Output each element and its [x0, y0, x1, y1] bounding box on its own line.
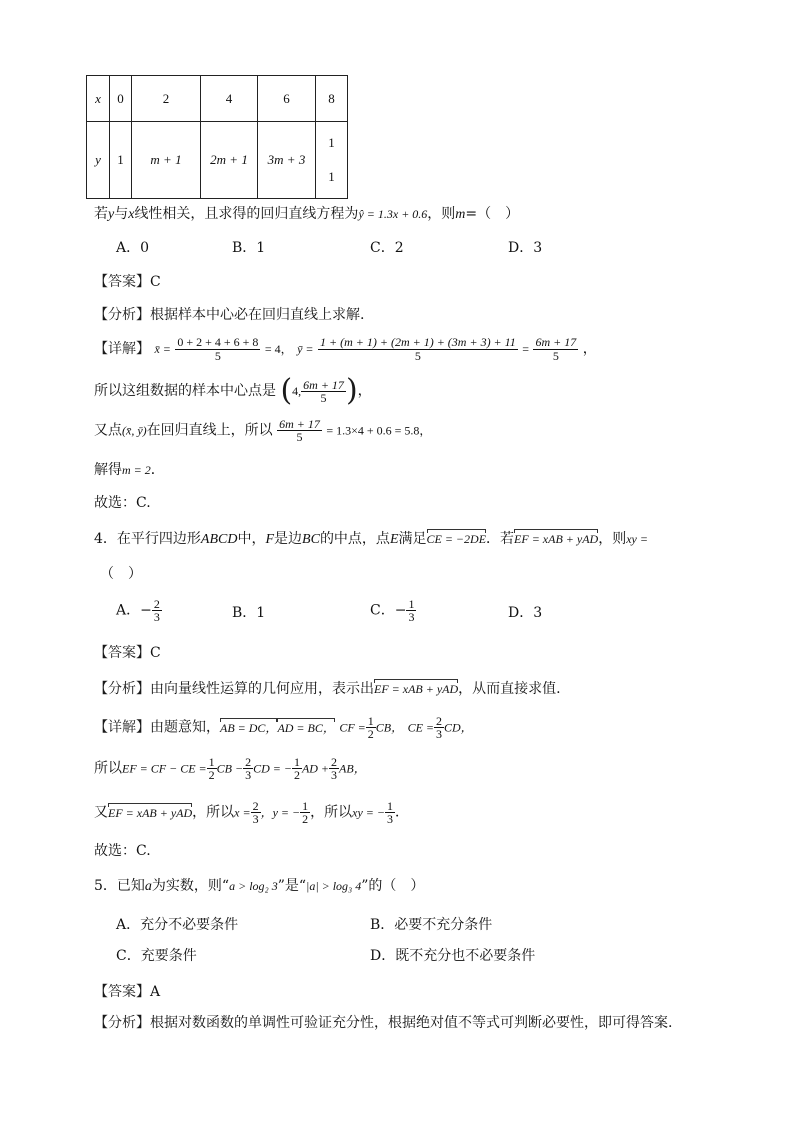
- denominator: 5: [277, 430, 322, 443]
- analysis-label: 【分析】: [94, 307, 150, 323]
- denominator: 3: [252, 812, 259, 826]
- table-cell-stacked: [316, 122, 348, 199]
- q4-analysis: [94, 682, 561, 696]
- q4-option-c: [370, 598, 416, 623]
- text: ．: [395, 804, 409, 821]
- q3-option-b: B．1: [232, 240, 266, 256]
- text: 与: [114, 206, 129, 222]
- answer-value: A: [150, 984, 161, 1000]
- answer-label: 【答案】: [94, 645, 150, 661]
- answer-label: 【答案】: [94, 984, 150, 1000]
- fraction: [434, 715, 444, 740]
- q3-detail-line2: [94, 373, 372, 408]
- text: ，: [357, 383, 372, 399]
- text: ．若: [486, 531, 515, 547]
- numerator: 2: [331, 755, 338, 769]
- fraction: [292, 756, 302, 781]
- fraction: [207, 756, 217, 781]
- q3-option-d: D．3: [508, 240, 543, 256]
- q4-detail-line2: [94, 756, 366, 781]
- option-fraction: [406, 598, 416, 623]
- var-e: E: [389, 532, 399, 547]
- denominator: 5: [175, 349, 260, 363]
- analysis-label: 【分析】: [94, 1015, 150, 1031]
- text: 为实数，则“: [151, 878, 230, 894]
- q5-answer: [94, 985, 160, 999]
- denominator: 2: [208, 768, 215, 782]
- analysis-text: 根据对数函数的单调性可验证充分性，根据绝对值不等式可判断必要性，即可得答案.: [150, 1015, 673, 1031]
- option-fraction: [152, 598, 162, 623]
- table-cell: 2: [132, 76, 201, 122]
- q5-stem: [94, 879, 424, 894]
- q3-detail-line1: [94, 336, 597, 363]
- q3-stem: [94, 207, 519, 222]
- numerator: 2: [436, 714, 442, 728]
- vector-cd: CD，: [444, 720, 473, 735]
- text: 线性相关，且求得的回归直线方程为: [134, 206, 359, 222]
- expr: AD +: [301, 761, 330, 776]
- numerator: 1 + (m + 1) + (2m + 1) + (3m + 3) + 11: [320, 335, 516, 349]
- text: 所以: [94, 760, 122, 777]
- vector-equation-ce: CE = −2DE: [426, 532, 487, 546]
- q3-choose: 故选：C.: [94, 495, 151, 511]
- table-cell: 0: [110, 76, 132, 122]
- expr: EF = CF − CE =: [122, 761, 207, 776]
- text: 又点: [94, 422, 122, 439]
- fraction: [385, 800, 395, 825]
- xbar-result: = 4，: [264, 342, 293, 357]
- numerator: 1: [293, 755, 300, 769]
- denominator: 2: [302, 812, 309, 826]
- text: ，则: [598, 531, 627, 547]
- numerator: 6m + 17: [279, 417, 320, 431]
- text: =（ ）: [465, 206, 520, 222]
- vector-equation-ef: EF = xAB + yAD: [514, 532, 599, 546]
- center-point: (x̄, ȳ): [122, 423, 147, 438]
- q5-option-c: C．充要条件: [116, 948, 197, 964]
- q4-detail-line3: [94, 800, 409, 825]
- fraction: [251, 800, 261, 825]
- table-cell: y: [87, 122, 110, 199]
- q4-option-b: B．1: [232, 605, 266, 621]
- table-cell: 8: [316, 76, 348, 122]
- condition-1: a > log₂ 3: [229, 879, 278, 893]
- text: 解得: [94, 462, 122, 478]
- option-label: C．−: [370, 602, 407, 619]
- denominator: 2: [293, 768, 300, 782]
- numerator: 2: [153, 597, 160, 611]
- table-cell: 6: [258, 76, 316, 122]
- text: 中，: [237, 531, 266, 547]
- line3-result: = 1.3×4 + 0.6 = 5.8，: [326, 423, 432, 438]
- equals: =: [522, 342, 530, 357]
- denominator: 5: [533, 349, 578, 363]
- table-row-x: [87, 76, 348, 122]
- analysis-label: 【分析】: [94, 681, 150, 697]
- numerator: 1: [408, 597, 415, 611]
- denominator: 5: [301, 391, 346, 404]
- var-y: y: [108, 207, 115, 222]
- text: 由题意知，: [150, 719, 220, 736]
- vector-ad-bc: AD = BC，: [277, 720, 335, 735]
- numerator: 6m + 17: [303, 377, 344, 392]
- stacked-digit: 1: [328, 135, 335, 150]
- text: ”的（ ）: [361, 878, 425, 894]
- denominator: 3: [387, 812, 393, 826]
- left-paren: (: [280, 373, 293, 408]
- option-label: A．−: [116, 602, 152, 619]
- condition-2: |a| > log₃ 4: [306, 879, 362, 893]
- fraction: [366, 715, 376, 740]
- center-x: 4,: [292, 384, 302, 398]
- q5-option-d: D．既不充分也不必要条件: [370, 948, 536, 964]
- vector-ab-dc: AB = DC，: [220, 720, 278, 735]
- table-cell: x: [87, 76, 110, 122]
- analysis-text: 由向量线性运算的几何应用，表示出: [150, 681, 374, 697]
- vector-equation: EF = xAB + yAD: [374, 682, 459, 696]
- q4-option-d: D．3: [508, 605, 543, 621]
- q5-option-a: A．充分不必要条件: [116, 917, 239, 933]
- table-cell: 1: [110, 122, 132, 199]
- q3-detail-line3: [94, 418, 431, 443]
- denominator: 3: [153, 610, 160, 624]
- xbar-fraction: [175, 336, 260, 363]
- line3-fraction: [277, 418, 322, 443]
- text: 4．在平行四边形: [94, 531, 201, 547]
- q3-analysis: [94, 308, 364, 322]
- text: ，: [582, 340, 597, 357]
- q4-detail-line1: [94, 715, 473, 740]
- solution: m = 2: [122, 463, 151, 477]
- q5-analysis: [94, 1016, 672, 1030]
- q4-answer: [94, 646, 161, 660]
- var-x: x: [128, 207, 135, 222]
- analysis-text: 根据样本中心必在回归直线上求解.: [150, 307, 365, 323]
- denominator: 3: [245, 768, 252, 782]
- text: 的中点，点: [319, 531, 390, 547]
- numerator: 2: [252, 799, 259, 813]
- numerator: 1: [367, 714, 374, 728]
- vector-equation: EF = xAB + yAD: [108, 805, 193, 820]
- text: 又: [94, 804, 108, 821]
- ybar-result-fraction: [533, 336, 578, 363]
- denominator: 5: [318, 349, 518, 363]
- ybar: ȳ =: [297, 342, 314, 357]
- answer-value: C: [150, 645, 161, 661]
- q4-paren: （ ）: [100, 566, 142, 582]
- center-fraction: [301, 379, 346, 404]
- text: 满足: [398, 531, 427, 547]
- q3-option-a: A．0: [116, 240, 150, 256]
- var-f: F: [265, 532, 275, 547]
- fraction: [329, 756, 339, 781]
- text: ，所以: [310, 804, 353, 821]
- regression-equation: ŷ = 1.3x + 0.6: [358, 207, 428, 221]
- numerator: 1: [208, 755, 215, 769]
- detail-label: 【详解】: [94, 340, 150, 357]
- numerator: 6m + 17: [535, 335, 577, 349]
- numerator: 2: [245, 755, 252, 769]
- vector-cb: CB，: [375, 720, 404, 735]
- table-cell: m + 1: [132, 122, 201, 199]
- q3-answer: [94, 275, 161, 289]
- q3-option-c: C．2: [370, 240, 404, 256]
- denominator: 3: [331, 768, 338, 782]
- expr: AB，: [339, 761, 366, 776]
- answer-value: C: [150, 274, 161, 290]
- numerator: 1: [387, 799, 393, 813]
- numerator: 1: [302, 799, 309, 813]
- q4-choose: 故选：C.: [94, 843, 151, 859]
- data-table: [86, 75, 348, 199]
- q4-stem: [94, 532, 648, 547]
- table-row-y: [87, 122, 348, 199]
- var-abcd: ABCD: [200, 532, 238, 547]
- denominator: 2: [367, 727, 374, 741]
- var-bc: BC: [302, 532, 320, 547]
- detail-label: 【详解】: [94, 719, 150, 736]
- q4-option-a: [116, 598, 162, 623]
- fraction: [300, 800, 310, 825]
- y-value: ，y = −: [260, 805, 301, 820]
- table-cell: 3m + 3: [258, 122, 316, 199]
- q3-solve: [94, 463, 165, 477]
- expr: CB −: [216, 761, 244, 776]
- var-m: m: [455, 207, 466, 222]
- text: ．: [150, 462, 165, 478]
- text: 5．已知: [94, 878, 145, 894]
- q5-option-b: B．必要不充分条件: [370, 917, 493, 933]
- xbar: x̄ =: [154, 342, 171, 357]
- vector-cf: CF =: [339, 720, 366, 735]
- analysis-text: ，从而直接求值.: [458, 681, 561, 697]
- stacked-digit: 1: [328, 169, 335, 184]
- text: ”是“: [277, 878, 307, 894]
- fraction: [243, 756, 253, 781]
- vector-ce: CE =: [407, 720, 434, 735]
- x-value: x =: [234, 805, 251, 820]
- text: ，所以: [192, 804, 235, 821]
- table-cell: 2m + 1: [201, 122, 258, 199]
- expr: CD = −: [253, 761, 292, 776]
- answer-label: 【答案】: [94, 274, 150, 290]
- text: 在回归直线上，所以: [146, 422, 273, 439]
- denominator: 3: [408, 610, 415, 624]
- right-paren: ): [345, 373, 358, 408]
- denominator: 3: [436, 727, 442, 741]
- text: 是边: [274, 531, 303, 547]
- xy-value: xy = −: [352, 805, 385, 820]
- table-cell: 4: [201, 76, 258, 122]
- xy-expression: xy =: [626, 532, 648, 546]
- text: 若: [94, 206, 108, 222]
- numerator: 0 + 2 + 4 + 6 + 8: [177, 335, 259, 349]
- ybar-fraction: [318, 336, 518, 363]
- text: ，则: [427, 206, 456, 222]
- text: 所以这组数据的样本中心点是: [94, 383, 276, 399]
- var-a: a: [144, 879, 152, 894]
